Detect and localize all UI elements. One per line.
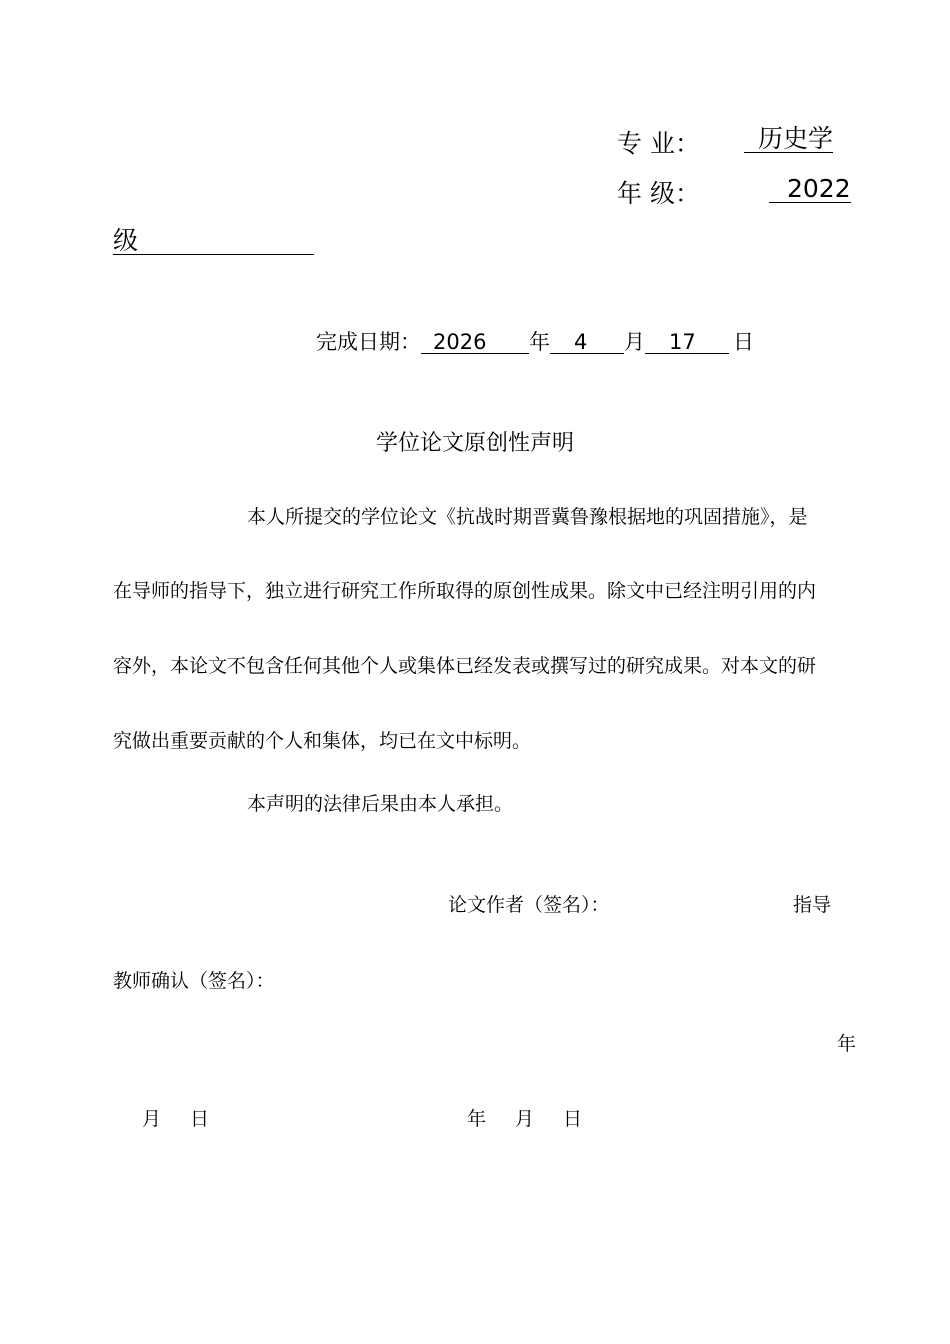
major-value-field [744, 124, 833, 153]
completion-month: 4 [550, 331, 624, 354]
completion-year: 2026 [421, 331, 529, 354]
completion-day: 17 [645, 331, 729, 354]
page-title: 学位论文原创性声明 [375, 431, 574, 456]
grade-suffix: 级 [113, 228, 314, 255]
advisor-date-month: 月 [515, 1108, 535, 1130]
declaration-line-1: 本人所提交的学位论文《抗战时期晋冀鲁豫根据地的巩固措施》，是 [247, 506, 808, 528]
grade-value: 2022 [769, 176, 851, 203]
author-signature-label: 论文作者（签名）： [448, 894, 610, 916]
declaration-line-3: 容外，本论文不包含任何其他个人或集体已经发表或撰写过的研究成果。对本文的研 [113, 655, 817, 677]
author-date-month: 月 [142, 1108, 162, 1130]
completion-day-unit: 日 [733, 330, 754, 354]
advisor-date-year: 年 [467, 1108, 487, 1130]
grade-label: 年 级： [617, 179, 700, 208]
major-label: 专 业： [617, 129, 700, 158]
advisor-date-day: 日 [563, 1108, 583, 1130]
author-date-year: 年 [837, 1033, 857, 1055]
declaration-liability: 本声明的法律后果由本人承担。 [247, 793, 514, 815]
completion-month-unit: 月 [624, 330, 645, 354]
completion-date-label: 完成日期： [316, 330, 421, 354]
author-date-day: 日 [190, 1108, 210, 1130]
completion-date [316, 326, 754, 356]
grade-suffix-field [113, 226, 314, 255]
grade-value-field [769, 174, 851, 203]
completion-year-unit: 年 [529, 330, 550, 354]
advisor-label-prefix: 指导 [793, 894, 832, 916]
declaration-line-2: 在导师的指导下，独立进行研究工作所取得的原创性成果。除文中已经注明引用的内 [113, 580, 817, 602]
major-value: 历史学 [744, 126, 833, 153]
declaration-line-4: 究做出重要贡献的个人和集体，均已在文中标明。 [113, 730, 532, 752]
advisor-signature-label: 教师确认（签名）： [113, 970, 275, 992]
